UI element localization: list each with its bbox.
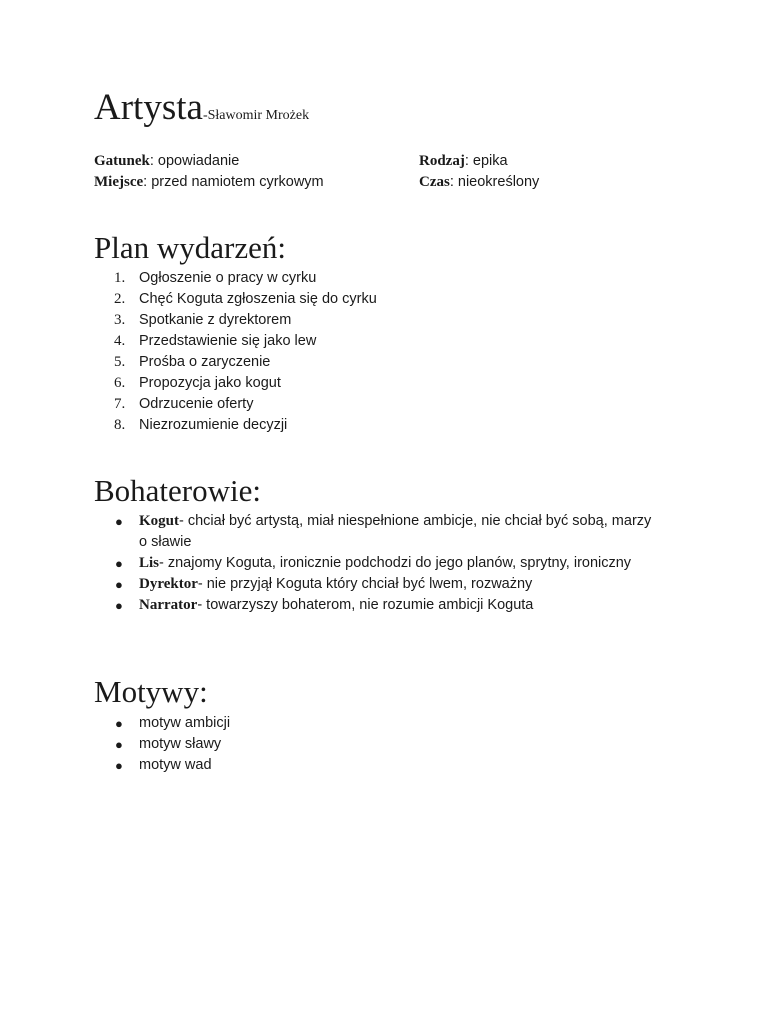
character-name: Narrator — [139, 597, 198, 613]
list-number: 8. — [114, 417, 126, 433]
meta-gatunek — [94, 151, 239, 172]
meta-value: : opowiadanie — [149, 153, 240, 169]
character-description: - nie przyjął Koguta który chciał być lwem, rozważny — [197, 576, 533, 592]
motif-item — [94, 734, 230, 755]
plan-item — [94, 394, 377, 415]
list-number: 1. — [114, 270, 126, 286]
plan-item — [94, 415, 377, 436]
meta-miejsce — [94, 172, 324, 193]
heading-bohaterowie: Bohaterowie: — [94, 473, 262, 508]
meta-value: : nieokreślony — [449, 174, 540, 190]
bullet-icon: ● — [115, 556, 123, 571]
bullet-icon: ● — [115, 598, 123, 613]
list-number: 4. — [114, 333, 126, 349]
list-number: 7. — [114, 396, 126, 412]
motif-text: motyw ambicji — [139, 715, 231, 731]
bullet-icon: ● — [115, 716, 123, 731]
meta-rodzaj — [419, 151, 508, 172]
character-item — [94, 595, 654, 616]
character-item — [94, 511, 654, 553]
bullet-icon: ● — [115, 758, 123, 773]
plan-item-text: Niezrozumienie decyzji — [139, 417, 288, 433]
character-name: Kogut — [139, 513, 180, 529]
motif-text: motyw sławy — [139, 736, 222, 752]
list-number: 3. — [114, 312, 126, 328]
motif-item — [94, 755, 230, 776]
plan-item-text: Spotkanie z dyrektorem — [139, 312, 292, 328]
heading-plan: Plan wydarzeń: — [94, 230, 286, 265]
character-item — [94, 553, 654, 574]
plan-item — [94, 373, 377, 394]
plan-item-text: Odrzucenie oferty — [139, 396, 254, 412]
plan-item-text: Propozycja jako kogut — [139, 375, 281, 391]
character-name: Dyrektor — [139, 576, 198, 592]
character-description: - znajomy Koguta, ironicznie podchodzi do jego planów, sprytny, ironiczny — [159, 555, 632, 571]
meta-label: Rodzaj — [419, 153, 465, 169]
motif-text: motyw wad — [139, 757, 212, 773]
meta-label: Czas — [419, 174, 450, 190]
title-row — [94, 86, 309, 130]
plan-item — [94, 289, 377, 310]
plan-item — [94, 268, 377, 289]
heading-motywy: Motywy: — [94, 674, 208, 709]
characters-list — [94, 511, 654, 616]
bullet-icon: ● — [115, 577, 123, 592]
plan-item-text: Prośba o zaryczenie — [139, 354, 271, 370]
plan-item — [94, 352, 377, 373]
plan-list — [94, 268, 377, 436]
document-title: Artysta — [94, 87, 203, 128]
meta-label: Gatunek — [94, 153, 150, 169]
list-number: 5. — [114, 354, 126, 370]
meta-label: Miejsce — [94, 174, 144, 190]
plan-item — [94, 331, 377, 352]
character-name: Lis — [139, 555, 160, 571]
character-description: - towarzyszy bohaterom, nie rozumie ambicji Koguta — [197, 597, 534, 613]
plan-item-text: Chęć Koguta zgłoszenia się do cyrku — [139, 291, 377, 307]
plan-item — [94, 310, 377, 331]
list-number: 6. — [114, 375, 126, 391]
list-number: 2. — [114, 291, 126, 307]
character-item — [94, 574, 654, 595]
meta-value: : epika — [464, 153, 508, 169]
meta-czas — [419, 172, 539, 193]
meta-value: : przed namiotem cyrkowym — [143, 174, 324, 190]
bullet-icon: ● — [115, 737, 123, 752]
bullet-icon: ● — [115, 514, 123, 529]
plan-item-text: Ogłoszenie o pracy w cyrku — [139, 270, 317, 286]
author-name: -Sławomir Mrożek — [202, 108, 310, 123]
character-description: - chciał być artystą, miał niespełnione ambicje, nie chciał być sobą, marzy o sławie — [139, 513, 652, 550]
plan-item-text: Przedstawienie się jako lew — [139, 333, 317, 349]
motifs-list — [94, 713, 230, 776]
motif-item — [94, 713, 230, 734]
